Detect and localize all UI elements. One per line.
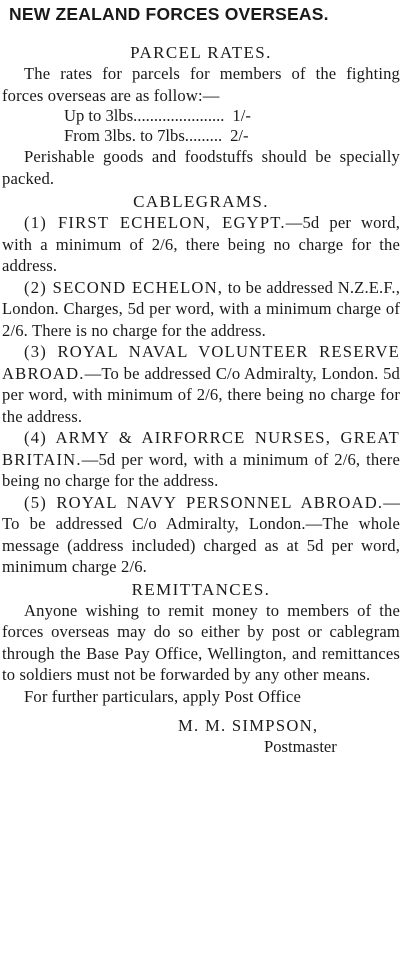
parcel-rates-intro: The rates for parcels for members of the fighting forces overseas are as follow:— xyxy=(2,64,400,105)
remittances-heading: REMITTANCES. xyxy=(131,579,271,599)
perishable-goods-note: Perishable goods and foodstuffs should be specially packed. xyxy=(2,147,400,188)
cablegram-item-4 xyxy=(2,427,400,492)
signatory-name: M. M. SIMPSON, xyxy=(178,716,319,735)
rate-row-3-to-7lbs xyxy=(2,126,400,146)
cablegram-item-lead: (4) ARMY & AIRFORRCE NURSES, GREAT BRITAIN. xyxy=(2,428,400,469)
rate-value: 2/- xyxy=(230,126,249,145)
cablegram-item-text: —To be addressed C/o Admiralty, London.—The whole message (address included) charged as at 5d per word, minimum charge 2/6. xyxy=(2,492,400,576)
cablegram-item-text: —To be addressed C/o Admiralty, London. 5d per word, with minimum of 2/6, there being no charge for the address. xyxy=(2,363,400,426)
rate-label: From 3lbs. to 7lbs. xyxy=(64,126,189,145)
remittances-body: Anyone wishing to remit money to members of the forces overseas may do so either by post or cablegram through the Base Pay Office, Wellington, and remittances to soldiers must not be forwarded by any other means. xyxy=(2,600,400,684)
cablegram-item-text: —5d per word, with a minimum of 2/6, there being no charge for the address. xyxy=(2,449,400,490)
cablegram-item-3 xyxy=(2,341,400,427)
rate-label: Up to 3lbs. xyxy=(64,106,138,125)
rate-row-up-to-3lbs xyxy=(2,106,400,126)
cablegram-item-1 xyxy=(2,212,400,277)
notice-headline: NEW ZEALAND FORCES OVERSEAS. xyxy=(9,4,329,24)
cablegram-item-lead: (1) FIRST ECHELON, EGYPT. xyxy=(24,213,286,232)
cablegram-item-lead: (3) ROYAL NAVAL VOLUNTEER RESERVE ABROAD. xyxy=(2,342,400,383)
cablegram-item-text: to be addressed N.Z.E.F., London. Charges, 5d per word, with a minimum charge of 2/6. There is no charge for the address. xyxy=(2,277,400,340)
rate-leader-dots: ..................... xyxy=(137,106,225,125)
further-particulars: For further particulars, apply Post Office xyxy=(24,686,301,706)
cablegram-item-5 xyxy=(2,492,400,578)
cablegrams-heading: CABLEGRAMS. xyxy=(133,192,269,211)
rate-value: 1/- xyxy=(232,106,251,125)
parcel-rates-heading: PARCEL RATES. xyxy=(130,43,272,62)
cablegram-item-2 xyxy=(2,277,400,342)
cablegram-item-lead: (5) ROYAL NAVY PERSONNEL ABROAD. xyxy=(24,492,384,512)
cablegram-item-lead: (2) SECOND ECHELON, xyxy=(24,277,224,297)
cablegram-item-text: —5d per word, with a minimum of 2/6, there being no charge for the address. xyxy=(2,213,401,275)
rate-leader-dots: ........ xyxy=(188,126,223,145)
signatory-title: Postmaster xyxy=(264,737,337,756)
